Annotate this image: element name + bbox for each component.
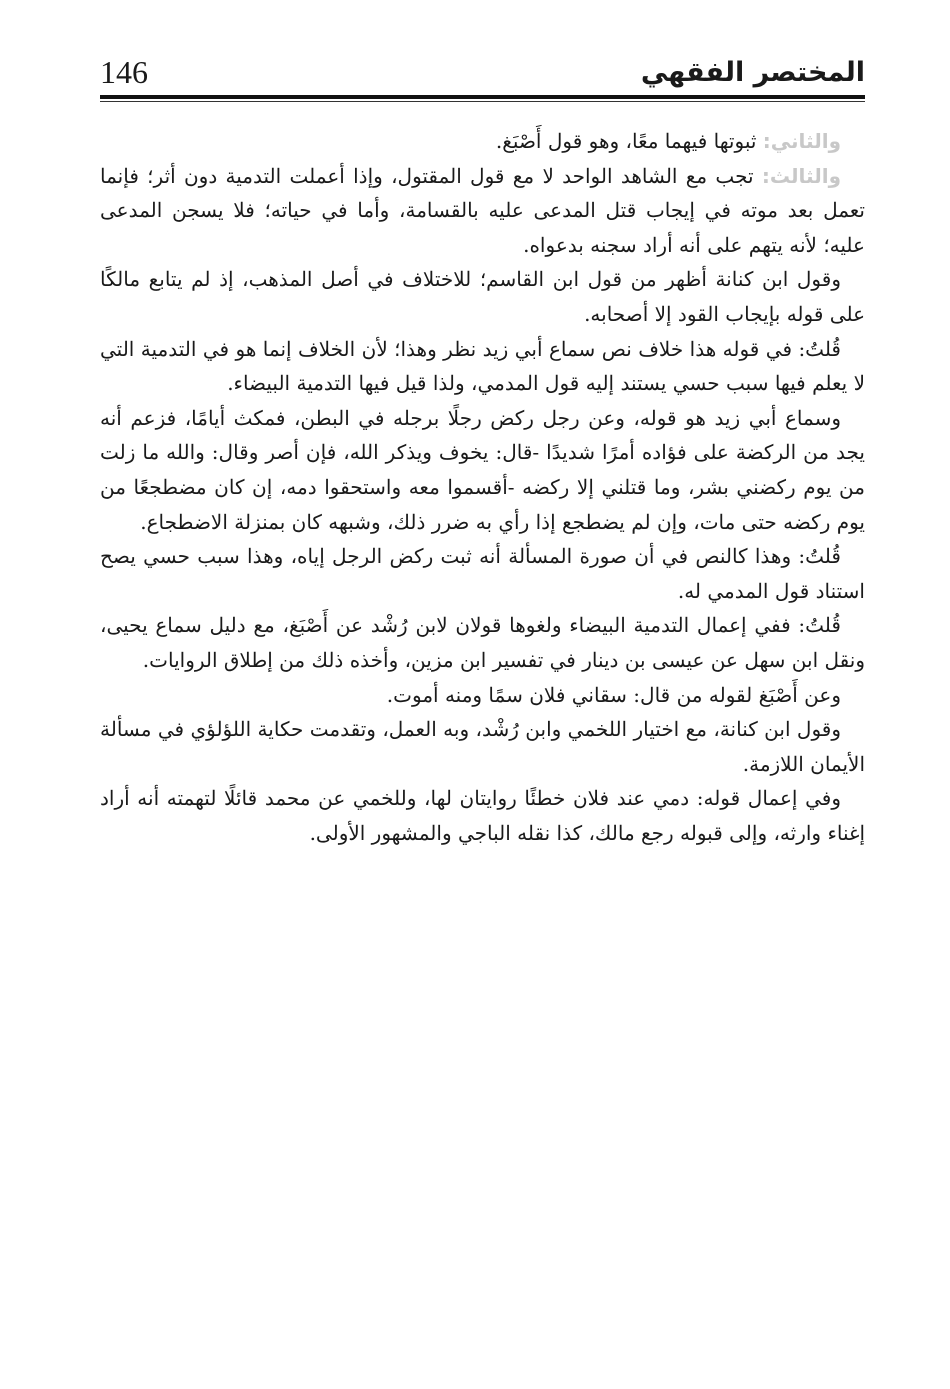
paragraph — [100, 262, 865, 331]
paragraph-text: وعن أَصْبَغ لقوله من قال: سقاني فلان سمًا ومنه أموت. — [386, 682, 841, 707]
page-header — [100, 48, 865, 100]
paragraph-text: وفي إعمال قوله: دمي عند فلان خطئًا روايتان لها، وللخمي عن محمد قائلًا لتهمته أنه أراد إغناء وارثه، وإلى قبوله رجع مالك، كذا نقله الباجي والمشهور الأولى. — [100, 786, 865, 845]
book-page — [100, 48, 865, 1348]
paragraph-text: تجب مع الشاهد الواحد لا مع قول المقتول، وإذا أعملت التدمية دون أثر؛ فإنما تعمل بعد موته في إيجاب قتل المدعى عليه بالقسامة، وأما في حياته؛ فلا يسجن المدعى عليه؛ لأنه يتهم على أنه أراد سجنه بدعواه. — [100, 163, 865, 257]
paragraph-lead: والثالث: — [761, 163, 841, 188]
paragraph — [100, 781, 865, 850]
paragraph — [100, 159, 865, 263]
paragraph — [100, 712, 865, 781]
paragraph — [100, 539, 865, 608]
page-body — [100, 124, 865, 850]
paragraph — [100, 401, 865, 539]
header-rule-thin — [100, 101, 865, 102]
book-title: المختصر الفقهي — [640, 57, 865, 88]
paragraph-lead: والثاني: — [762, 129, 841, 153]
paragraph-text: وسماع أبي زيد هو قوله، وعن رجل ركض رجلًا برجله في البطن، فمكث أيامًا، فزعم أنه يجد من الركضة على فؤاده أمرًا شديدًا -قال: يخوف ويذكر الله، فإن أصر وقال: والله ما زلت من يوم ركضني بشر، وما قتلني إلا ركضه -أقسموا معه واستحقوا دمه، إن كان مضطجعًا من يوم ركضه حتى مات، وإن لم يضطجع إذا رأي به ضرر ذلك، وشبهه كان بمنزلة الاضطجاع. — [100, 405, 865, 534]
paragraph-text: وقول ابن كنانة، مع اختيار اللخمي وابن رُشْد، وبه العمل، وتقدمت حكاية اللؤلؤي في مسألة الأيمان اللازمة. — [100, 717, 865, 776]
paragraph-text: قُلتُ: ففي إعمال التدمية البيضاء ولغوها قولان لابن رُشْد عن أَصْبَغ، مع دليل سماع يحيى، ونقل ابن سهل عن عيسى بن دينار في تفسير ابن مزين، وأخذه ذلك من إطلاق الروايات. — [100, 613, 865, 672]
paragraph-text: قُلتُ: في قوله هذا خلاف نص سماع أبي زيد نظر وهذا؛ لأن الخلاف إنما هو في التدمية التي لا يعلم فيها سبب حسي يستند إليه قول المدمي، ولذا قيل فيها التدمية البيضاء. — [100, 336, 865, 396]
paragraph-text: وقول ابن كنانة أظهر من قول ابن القاسم؛ للاختلاف في أصل المذهب، إذ لم يتابع مالكًا على قوله بإيجاب القود إلا أصحابه. — [100, 267, 865, 326]
paragraph — [100, 332, 865, 401]
header-rule-thick — [100, 95, 865, 99]
paragraph — [100, 608, 865, 677]
paragraph-text: قُلتُ: وهذا كالنص في أن صورة المسألة أنه ثبت ركض الرجل إياه، وهذا سبب حسي يصح استناد قول المدمي له. — [100, 544, 865, 603]
page-number: 146 — [100, 54, 148, 90]
paragraph-text: ثبوتها فيهما معًا، وهو قول أَصْبَغ. — [495, 129, 763, 153]
paragraph — [100, 678, 865, 713]
paragraph — [100, 124, 865, 159]
